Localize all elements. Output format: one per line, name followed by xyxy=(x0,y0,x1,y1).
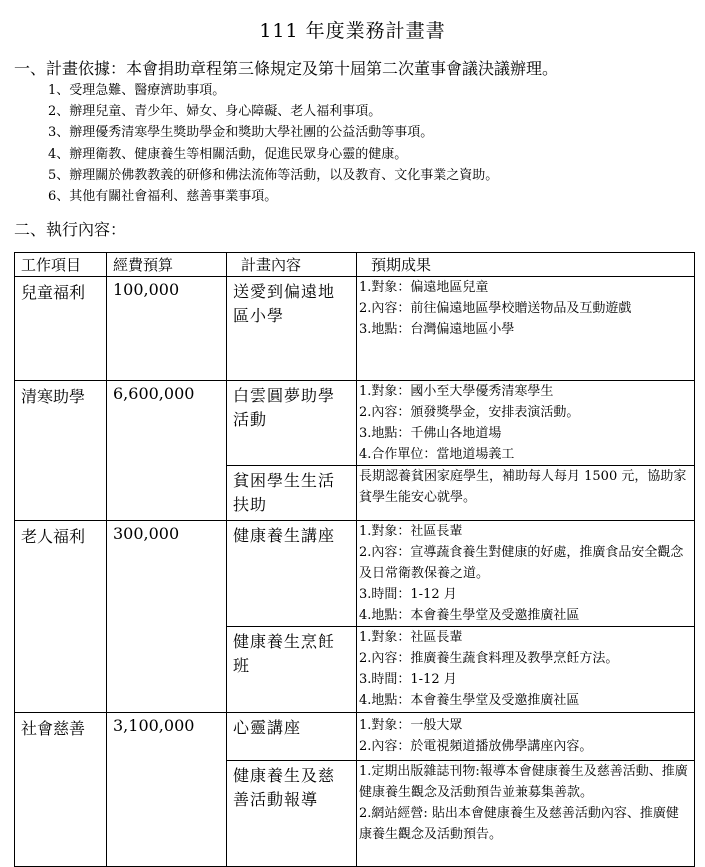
execution-table xyxy=(14,252,695,867)
list-item: 1、受理急難、醫療濟助事項。 xyxy=(48,83,226,98)
result-line: 2.內容：頒發獎學金，安排表演活動。 xyxy=(359,405,580,420)
result-line: 1.對象：社區長輩 xyxy=(359,630,463,645)
plan-cell: 貧困學生生活扶助 xyxy=(227,466,357,521)
result-cell xyxy=(357,627,695,713)
budget-cell: 3,100,000 xyxy=(107,713,227,867)
list-item: 3、辦理優秀清寒學生獎助學金和獎助大學社團的公益活動等事項。 xyxy=(48,125,434,141)
result-cell xyxy=(357,521,695,627)
result-line: 1.對象：國小至大學優秀清寒學生 xyxy=(359,384,554,399)
result-cell xyxy=(357,713,695,761)
result-line: 3.時間：1-12 月 xyxy=(359,587,457,602)
list-item: 5、辦理關於佛教教義的研修和佛法流佈等活動，以及教育、文化事業之資助。 xyxy=(48,167,499,183)
result-cell xyxy=(357,761,695,867)
result-line: 2.內容：推廣養生蔬食料理及教學烹飪方法。 xyxy=(359,651,619,666)
plan-cell: 健康養生及慈善活動報導 xyxy=(227,761,357,867)
work-item-cell: 老人福利 xyxy=(15,521,107,713)
result-cell xyxy=(357,466,695,521)
budget-cell: 6,600,000 xyxy=(107,381,227,521)
header-plan: 計畫內容 xyxy=(227,253,357,277)
result-line: 2.網站經營: 貼出本會健康養生及慈善活動內容、推廣健康養生觀念及活動預告。 xyxy=(359,806,679,842)
result-line: 3.時間：1-12 月 xyxy=(359,672,457,687)
plan-cell: 送愛到偏遠地區小學 xyxy=(227,277,357,381)
section1-heading: 一、計畫依據：本會捐助章程第三條規定及第十屆第二次董事會議決議辦理。 xyxy=(14,59,559,78)
plan-cell: 健康養生烹飪班 xyxy=(227,627,357,713)
plan-cell: 白雲圓夢助學活動 xyxy=(227,381,357,466)
plan-cell: 健康養生講座 xyxy=(227,521,357,627)
table-row xyxy=(15,381,695,466)
header-item: 工作項目 xyxy=(15,253,107,277)
result-line: 1.定期出版雜誌刊物:報導本會健康養生及慈善活動、推廣健康養生觀念及活動預告並兼募集善款。 xyxy=(359,764,688,800)
work-item-cell: 社會慈善 xyxy=(15,713,107,867)
result-line: 長期認養貧困家庭學生，補助每人每月 1500 元，協助家貧學生能安心就學。 xyxy=(359,469,687,505)
result-line: 4.地點：本會養生學堂及受邀推廣社區 xyxy=(359,608,580,623)
list-item: 4、辦理衛教、健康養生等相關活動，促進民眾身心靈的健康。 xyxy=(48,146,408,162)
header-result: 預期成果 xyxy=(357,253,695,277)
result-line: 3.地點：千佛山各地道場 xyxy=(359,426,502,441)
result-line: 2.內容：前往偏遠地區學校贈送物品及互動遊戲 xyxy=(359,301,632,316)
table-header-row xyxy=(15,253,695,277)
work-item-cell: 清寒助學 xyxy=(15,381,107,521)
section2-heading: 二、執行內容： xyxy=(14,220,127,239)
result-line: 2.內容：於電視頻道播放佛學講座內容。 xyxy=(359,739,593,754)
plan-cell: 心靈講座 xyxy=(227,713,357,761)
budget-cell: 300,000 xyxy=(107,521,227,713)
table-row xyxy=(15,713,695,761)
result-line: 1.對象：偏遠地區兒童 xyxy=(359,280,489,295)
result-cell xyxy=(357,381,695,466)
list-item: 2、辦理兒童、青少年、婦女、身心障礙、老人福利事項。 xyxy=(48,104,382,120)
result-line: 1.對象：一般大眾 xyxy=(359,718,463,733)
list-item: 6、其他有關社會福利、慈善事業事項。 xyxy=(48,189,278,205)
result-cell xyxy=(357,277,695,381)
table-row xyxy=(15,277,695,381)
work-item-cell: 兒童福利 xyxy=(15,277,107,381)
table-row xyxy=(15,521,695,627)
section1-item-list xyxy=(48,80,498,207)
result-line: 3.地點：台灣偏遠地區小學 xyxy=(359,322,515,337)
document-title: 111 年度業務計畫書 xyxy=(259,20,446,42)
result-line: 2.內容：宣導蔬食養生對健康的好處，推廣食品安全觀念及日常衛教保養之道。 xyxy=(359,545,684,581)
result-line: 1.對象：社區長輩 xyxy=(359,524,463,539)
result-line: 4.地點：本會養生學堂及受邀推廣社區 xyxy=(359,693,580,708)
result-line: 4.合作單位：當地道場義工 xyxy=(359,447,515,462)
header-budget: 經費預算 xyxy=(107,253,227,277)
budget-cell: 100,000 xyxy=(107,277,227,381)
